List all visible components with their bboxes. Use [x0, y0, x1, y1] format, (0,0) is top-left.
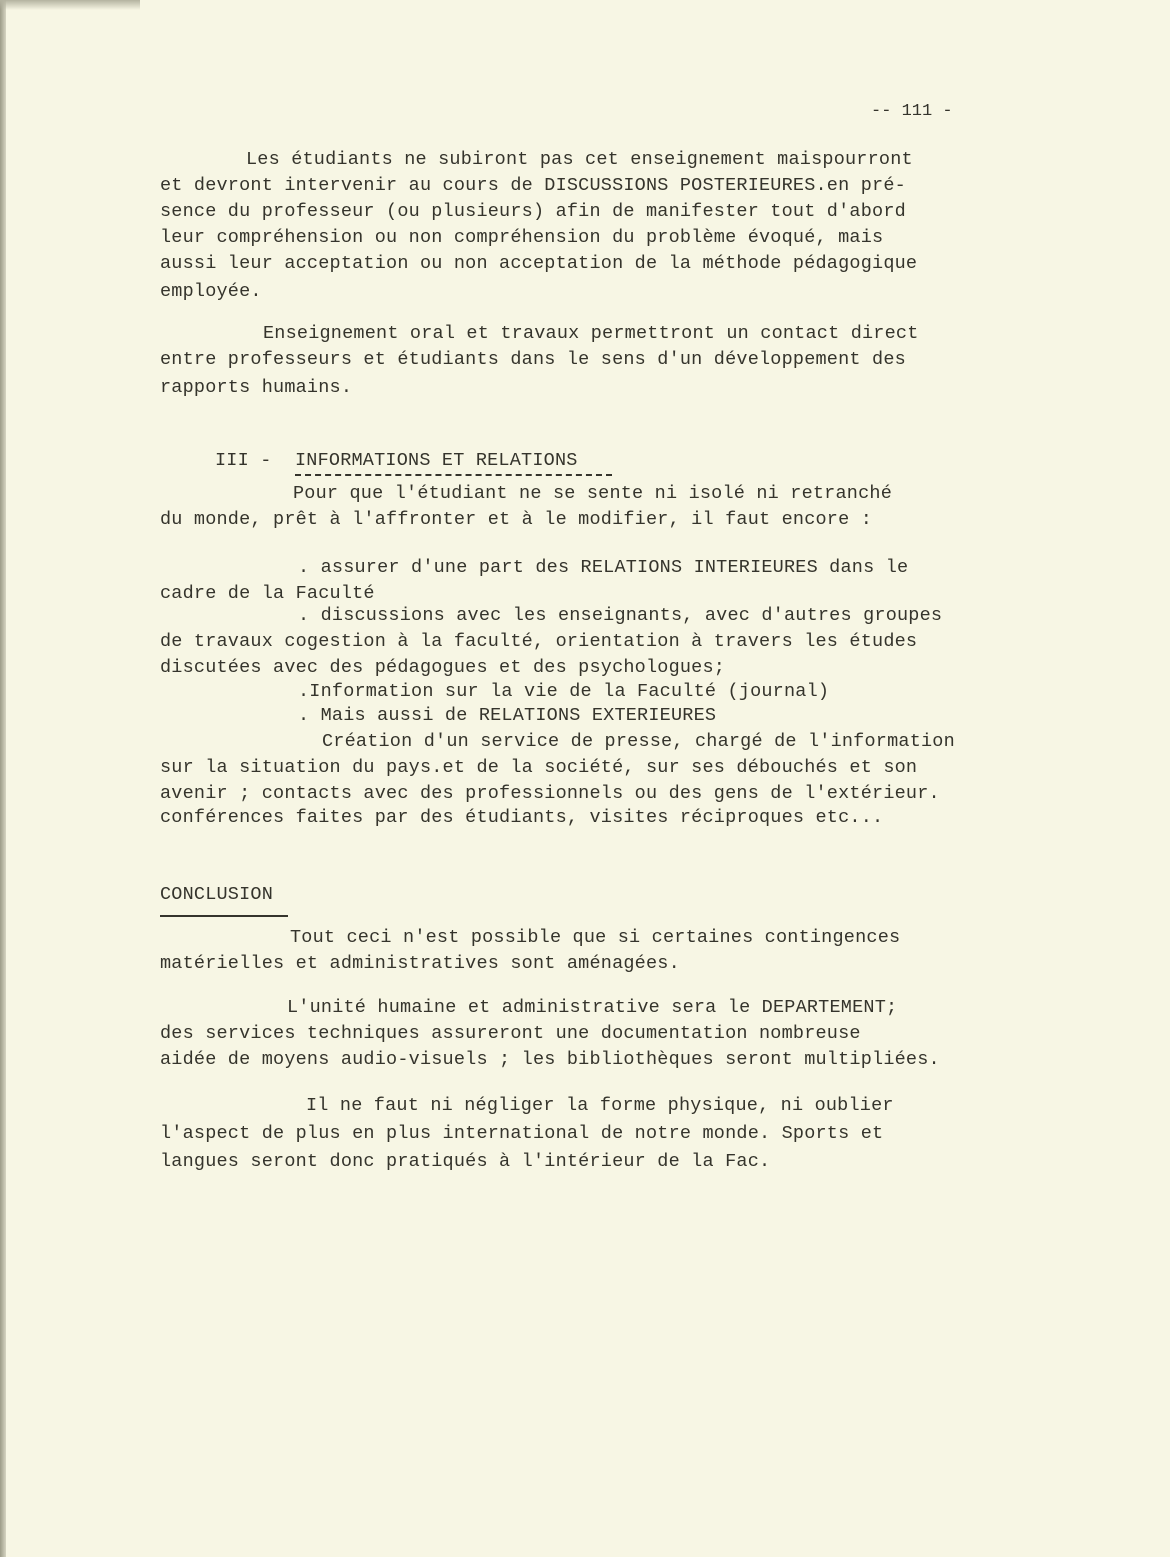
conclusion-line: aidée de moyens audio-visuels ; les bibliothèques seront multipliées.: [160, 1049, 940, 1070]
section-line: Pour que l'étudiant ne se sente ni isolé ni retranché: [293, 483, 892, 504]
page-binding-edge: [0, 0, 6, 1557]
paragraph-line: Les étudiants ne subiront pas cet enseignement maispourront: [246, 149, 913, 170]
section-line: Création d'un service de presse, chargé de l'information: [322, 731, 955, 752]
section-line: cadre de la Faculté: [160, 583, 375, 604]
conclusion-line: L'unité humaine et administrative sera le DEPARTEMENT;: [287, 997, 898, 1018]
conclusion-line: des services techniques assureront une documentation nombreuse: [160, 1023, 861, 1044]
section-heading: INFORMATIONS ET RELATIONS: [295, 450, 578, 471]
paragraph-line: aussi leur acceptation ou non acceptation de la méthode pédagogique: [160, 253, 918, 274]
paragraph-line: Enseignement oral et travaux permettront un contact direct: [263, 323, 919, 344]
section-line: du monde, prêt à l'affronter et à le modifier, il faut encore :: [160, 509, 873, 530]
section-line: avenir ; contacts avec des professionnels ou des gens de l'extérieur.: [160, 783, 940, 804]
heading-underline: [295, 474, 612, 476]
section-number: III -: [215, 450, 272, 471]
conclusion-heading: CONCLUSION: [160, 884, 274, 905]
page-number: -- 111 -: [871, 102, 953, 121]
paragraph-line: employée.: [160, 281, 262, 302]
paragraph-line: sence du professeur (ou plusieurs) afin de manifester tout d'abord: [160, 201, 906, 222]
section-line: discutées avec des pédagogues et des psychologues;: [160, 657, 726, 678]
conclusion-underline: [160, 915, 288, 917]
conclusion-line: Tout ceci n'est possible que si certaines contingences: [290, 927, 901, 948]
section-line: .Information sur la vie de la Faculté (journal): [298, 681, 830, 702]
page-top-edge: [0, 0, 140, 10]
section-line: . discussions avec les enseignants, avec d'autres groupes: [298, 605, 943, 626]
paragraph-line: rapports humains.: [160, 377, 353, 398]
section-line: conférences faites par des étudiants, visites réciproques etc...: [160, 807, 884, 828]
section-line: sur la situation du pays.et de la société, sur ses débouchés et son: [160, 757, 918, 778]
paragraph-line: entre professeurs et étudiants dans le sens d'un développement des: [160, 349, 906, 370]
paragraph-line: leur compréhension ou non compréhension du problème évoqué, mais: [160, 227, 884, 248]
conclusion-line: langues seront donc pratiqués à l'intérieur de la Fac.: [160, 1151, 771, 1172]
section-line: de travaux cogestion à la faculté, orientation à travers les études: [160, 631, 918, 652]
paragraph-line: et devront intervenir au cours de DISCUSSIONS POSTERIEURES.en pré-: [160, 175, 906, 196]
section-line: . assurer d'une part des RELATIONS INTERIEURES dans le: [298, 557, 909, 578]
section-line: . Mais aussi de RELATIONS EXTERIEURES: [298, 705, 717, 726]
conclusion-line: l'aspect de plus en plus international de notre monde. Sports et: [160, 1123, 884, 1144]
conclusion-line: matérielles et administratives sont aménagées.: [160, 953, 680, 974]
conclusion-line: Il ne faut ni négliger la forme physique, ni oublier: [306, 1095, 894, 1116]
